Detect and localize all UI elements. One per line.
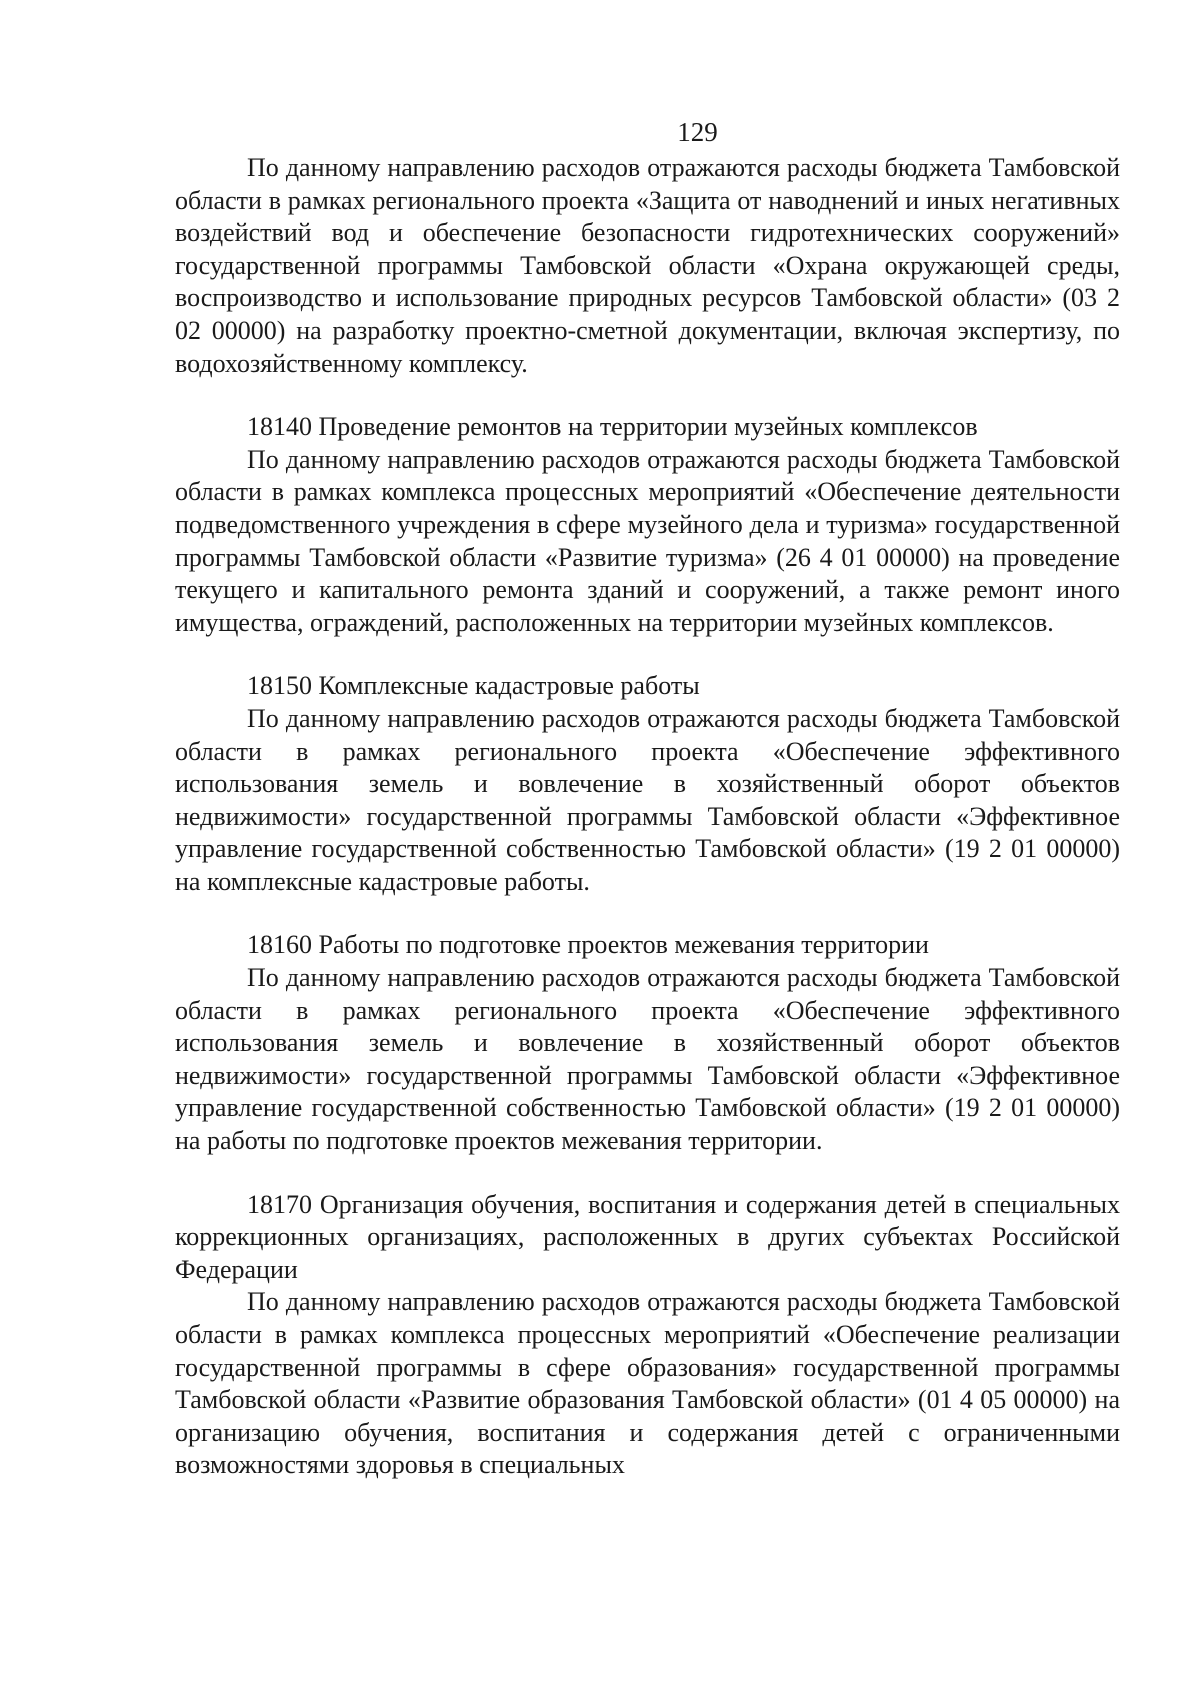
section-heading-18170: 18170 Организация обучения, воспитания и содержания детей в специальных коррекционных организациях, расположенных в других субъектах Российской Федерации (175, 1189, 1120, 1284)
paragraph-flood-protection: По данному направлению расходов отражаются расходы бюджета Тамбовской области в рамках регионального проекта «Защита от наводнений и иных негативных воздействий вод и обеспечение безопасности гидротехнических сооружений» государственной программы Тамбовской области «Охрана окружающей среды, воспроизводство и использование природных ресурсов Тамбовской области» (03 2 02 00000) на разработку проектно-сметной документации, включая экспертизу, по водохозяйственному комплексу. (175, 153, 1120, 378)
spacer (175, 380, 1120, 411)
paragraph-land-surveying: По данному направлению расходов отражаются расходы бюджета Тамбовской области в рамках регионального проекта «Обеспечение эффективного использования земель и вовлечение в хозяйственный оборот объектов недвижимости» государственной программы Тамбовской области «Эффективное управление государственной собственностью Тамбовской области» (19 2 01 00000) на работы по подготовке проектов межевания территории. (175, 963, 1120, 1156)
spacer (175, 898, 1120, 929)
paragraph-museum-repairs: По данному направлению расходов отражаются расходы бюджета Тамбовской области в рамках комплекса процессных мероприятий «Обеспечение деятельности подведомственного учреждения в сфере музейного дела и туризма» государственной программы Тамбовской области «Развитие туризма» (26 4 01 00000) на проведение текущего и капитального ремонта зданий и сооружений, а также ремонт иного имущества, ограждений, расположенных на территории музейных комплексов. (175, 444, 1120, 637)
section-heading-18150: 18150 Комплексные кадастровые работы (247, 671, 700, 701)
spacer (175, 639, 1120, 670)
page-number: 129 (677, 117, 718, 147)
section-heading-18140: 18140 Проведение ремонтов на территории музейных комплексов (247, 412, 978, 442)
paragraph-cadastral-works: По данному направлению расходов отражаются расходы бюджета Тамбовской области в рамках регионального проекта «Обеспечение эффективного использования земель и вовлечение в хозяйственный оборот объектов недвижимости» государственной программы Тамбовской области «Эффективное управление государственной собственностью Тамбовской области» (19 2 01 00000) на комплексные кадастровые работы. (175, 703, 1120, 896)
document-body (175, 152, 1120, 1482)
spacer (175, 1158, 1120, 1189)
section-heading-18160: 18160 Работы по подготовке проектов межевания территории (247, 930, 929, 960)
paragraph-special-education: По данному направлению расходов отражаются расходы бюджета Тамбовской области в рамках комплекса процессных мероприятий «Обеспечение реализации государственной программы в сфере образования» государственной программы Тамбовской области «Развитие образования Тамбовской области» (01 4 05 00000) на организацию обучения, воспитания и содержания детей с ограниченными возможностями здоровья в специальных (175, 1287, 1120, 1480)
